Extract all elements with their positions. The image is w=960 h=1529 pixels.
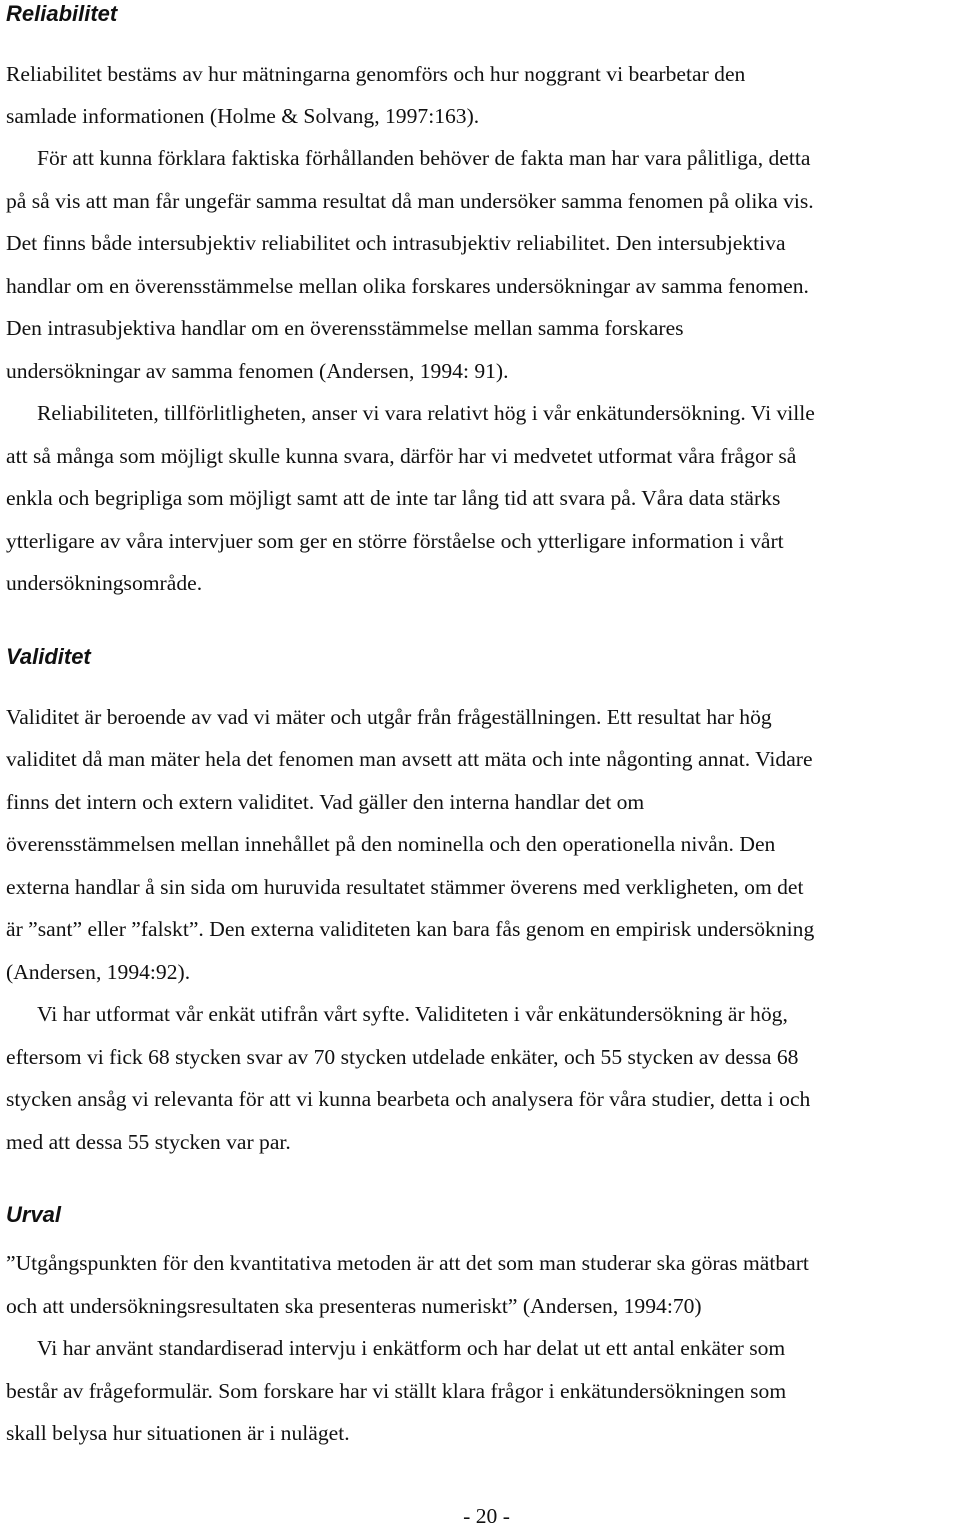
text-line: överensstämmelsen mellan innehållet på den nominella och den operationella nivån. Den	[6, 832, 776, 856]
text-line: handlar om en överensstämmelse mellan olika forskares undersökningar av samma fenomen.	[6, 274, 809, 298]
heading-reliabilitet: Reliabilitet	[6, 1, 118, 26]
heading-validitet: Validitet	[6, 644, 91, 669]
text-line: är ”sant” eller ”falskt”. Den externa validiteten kan bara fås genom en empirisk undersökning	[6, 917, 815, 941]
text-line: Reliabilitet bestäms av hur mätningarna genomförs och hur noggrant vi bearbetar den	[6, 62, 746, 86]
text-line: på så vis att man får ungefär samma resultat då man undersöker samma fenomen på olika vis.	[6, 189, 814, 213]
text-line: stycken ansåg vi relevanta för att vi kunna bearbeta och analysera för våra studier, detta i och	[6, 1087, 811, 1111]
text-line: samlade informationen (Holme & Solvang, 1997:163).	[6, 104, 480, 128]
text-line: finns det intern och extern validitet. Vad gäller den interna handlar det om	[6, 790, 645, 814]
heading-urval: Urval	[6, 1202, 62, 1227]
text-line: undersökningsområde.	[6, 571, 203, 595]
text-line: validitet då man mäter hela det fenomen man avsett att mäta och inte någonting annat. Vidare	[6, 747, 813, 771]
text-line: att så många som möjligt skulle kunna svara, därför har vi medvetet utformat våra frågor så	[6, 444, 797, 468]
text-line: består av frågeformulär. Som forskare har vi ställt klara frågor i enkätundersökningen som	[6, 1379, 787, 1403]
text-line: (Andersen, 1994:92).	[6, 960, 191, 984]
page-number: - 20 -	[463, 1504, 510, 1528]
text-line: eftersom vi fick 68 stycken svar av 70 stycken utdelade enkäter, och 55 stycken av dessa 68	[6, 1045, 799, 1069]
text-line: Validitet är beroende av vad vi mäter och utgår från frågeställningen. Ett resultat har hög	[6, 705, 772, 729]
text-line: ”Utgångspunkten för den kvantitativa metoden är att det som man studerar ska göras mätbart	[6, 1251, 809, 1275]
text-line: Reliabiliteten, tillförlitligheten, anser vi vara relativt hög i vår enkätundersökning. Vi ville	[37, 401, 815, 425]
text-line: Den intrasubjektiva handlar om en överensstämmelse mellan samma forskares	[6, 316, 684, 340]
text-line: med att dessa 55 stycken var par.	[6, 1130, 291, 1154]
text-line: enkla och begripliga som möjligt samt att de inte tar lång tid att svara på. Våra data stärks	[6, 486, 781, 510]
text-line: och att undersökningsresultaten ska presenteras numeriskt” (Andersen, 1994:70)	[6, 1294, 702, 1318]
text-line: skall belysa hur situationen är i nuläget.	[6, 1421, 350, 1445]
text-line: ytterligare av våra intervjuer som ger en större förståelse och ytterligare information i vårt	[6, 529, 784, 553]
text-line: externa handlar å sin sida om huruvida resultatet stämmer överens med verkligheten, om det	[6, 875, 804, 899]
text-line: Det finns både intersubjektiv reliabilitet och intrasubjektiv reliabilitet. Den intersubjektiva	[6, 231, 786, 255]
text-line: Vi har utformat vår enkät utifrån vårt syfte. Validiteten i vår enkätundersökning är hög,	[37, 1002, 788, 1026]
text-line: För att kunna förklara faktiska förhållanden behöver de fakta man har vara pålitliga, detta	[37, 146, 811, 170]
text-line: undersökningar av samma fenomen (Andersen, 1994: 91).	[6, 359, 509, 383]
text-line: Vi har använt standardiserad intervju i enkätform och har delat ut ett antal enkäter som	[37, 1336, 786, 1360]
